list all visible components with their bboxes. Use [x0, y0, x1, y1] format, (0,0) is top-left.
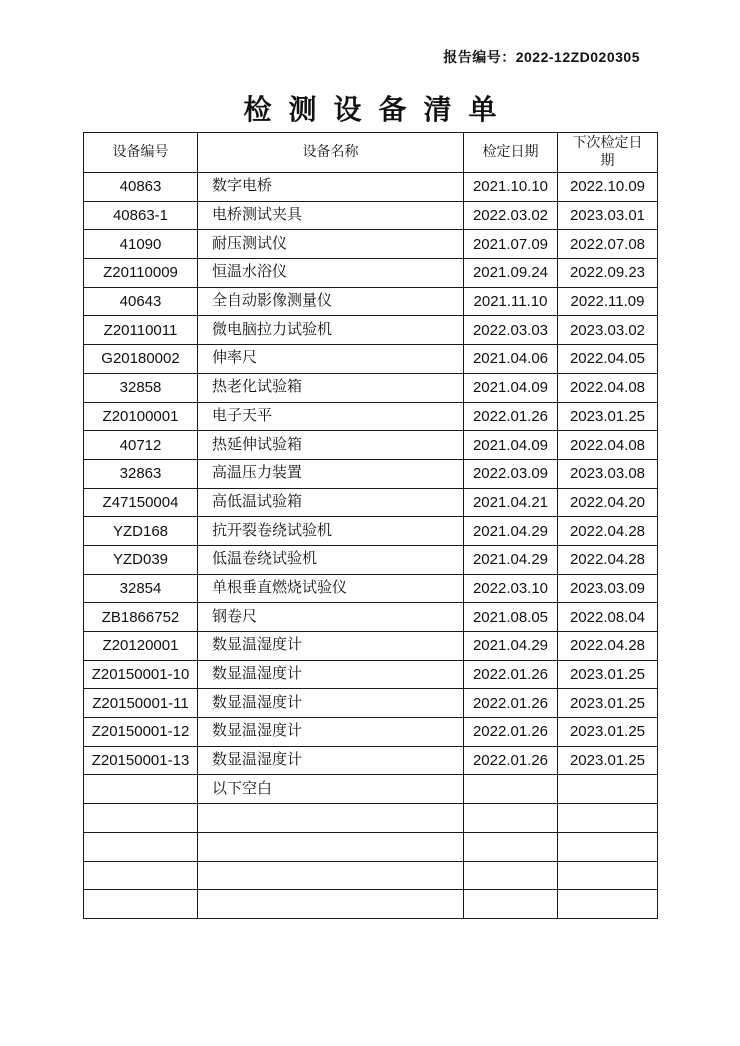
- equipment-name-cell: 高低温试验箱: [198, 488, 464, 517]
- calibration-date-cell: 2022.01.26: [464, 689, 558, 718]
- equipment-name-cell: 低温卷绕试验机: [198, 545, 464, 574]
- equipment-id-cell: Z20150001-13: [84, 746, 198, 775]
- next-calibration-date-cell: [558, 861, 658, 890]
- equipment-id-cell: Z20150001-12: [84, 718, 198, 747]
- calibration-date-cell: 2022.01.26: [464, 718, 558, 747]
- equipment-id-cell: 40712: [84, 431, 198, 460]
- equipment-name-cell: 抗开裂卷绕试验机: [198, 517, 464, 546]
- next-calibration-date-cell: 2022.04.28: [558, 632, 658, 661]
- calibration-date-cell: 2021.04.09: [464, 431, 558, 460]
- equipment-id-cell: ZB1866752: [84, 603, 198, 632]
- calibration-date-cell: 2022.01.26: [464, 402, 558, 431]
- next-calibration-date-cell: 2022.10.09: [558, 173, 658, 202]
- calibration-date-cell: 2021.04.06: [464, 345, 558, 374]
- equipment-name-cell: 热延伸试验箱: [198, 431, 464, 460]
- calibration-date-cell: 2021.04.29: [464, 545, 558, 574]
- table-row: [84, 459, 658, 488]
- equipment-id-cell: Z20120001: [84, 632, 198, 661]
- next-calibration-date-cell: [558, 890, 658, 919]
- calibration-date-cell: [464, 890, 558, 919]
- calibration-date-cell: 2022.03.10: [464, 574, 558, 603]
- table-row: [84, 230, 658, 259]
- equipment-id-cell: YZD168: [84, 517, 198, 546]
- equipment-name-cell: 全自动影像测量仪: [198, 287, 464, 316]
- table-row: [84, 746, 658, 775]
- next-calibration-date-cell: 2022.04.08: [558, 373, 658, 402]
- equipment-name-cell: [198, 890, 464, 919]
- equipment-id-cell: 32858: [84, 373, 198, 402]
- equipment-table-body: [84, 173, 658, 919]
- table-row: [84, 660, 658, 689]
- next-calibration-date-cell: [558, 775, 658, 804]
- table-row: [84, 775, 658, 804]
- equipment-name-cell: 伸率尺: [198, 345, 464, 374]
- next-calibration-date-cell: 2023.01.25: [558, 746, 658, 775]
- table-row: [84, 890, 658, 919]
- table-row: [84, 316, 658, 345]
- calibration-date-cell: 2022.03.09: [464, 459, 558, 488]
- equipment-id-cell: 41090: [84, 230, 198, 259]
- equipment-name-cell: 高温压力装置: [198, 459, 464, 488]
- equipment-id-cell: G20180002: [84, 345, 198, 374]
- calibration-date-cell: 2022.01.26: [464, 660, 558, 689]
- equipment-id-cell: [84, 832, 198, 861]
- report-number: 报告编号：2022-12ZD020305: [443, 49, 640, 65]
- table-row: [84, 402, 658, 431]
- next-calibration-date-cell: 2023.03.01: [558, 201, 658, 230]
- table-row: [84, 689, 658, 718]
- equipment-table: [83, 132, 658, 919]
- equipment-name-cell: 数显温湿度计: [198, 718, 464, 747]
- equipment-id-cell: Z20150001-10: [84, 660, 198, 689]
- calibration-date-cell: 2021.04.21: [464, 488, 558, 517]
- column-header-equipment-id: 设备编号: [84, 133, 198, 173]
- equipment-name-cell: 微电脑拉力试验机: [198, 316, 464, 345]
- page-title: 检 测 设 备 清 单: [243, 95, 502, 126]
- next-calibration-date-cell: 2022.04.20: [558, 488, 658, 517]
- calibration-date-cell: 2021.09.24: [464, 259, 558, 288]
- next-calibration-date-cell: 2023.01.25: [558, 718, 658, 747]
- next-calibration-date-cell: 2022.04.28: [558, 517, 658, 546]
- next-calibration-date-cell: 2023.03.02: [558, 316, 658, 345]
- calibration-date-cell: 2021.04.09: [464, 373, 558, 402]
- next-calibration-date-cell: 2022.04.08: [558, 431, 658, 460]
- equipment-name-cell: 热老化试验箱: [198, 373, 464, 402]
- equipment-id-cell: [84, 861, 198, 890]
- next-calibration-date-cell: 2023.03.09: [558, 574, 658, 603]
- calibration-date-cell: [464, 832, 558, 861]
- table-row: [84, 574, 658, 603]
- calibration-date-cell: 2022.03.02: [464, 201, 558, 230]
- equipment-name-cell: [198, 804, 464, 833]
- equipment-name-cell: [198, 861, 464, 890]
- calibration-date-cell: 2021.10.10: [464, 173, 558, 202]
- next-calibration-date-cell: 2022.07.08: [558, 230, 658, 259]
- next-calibration-date-cell: 2022.09.23: [558, 259, 658, 288]
- table-row: [84, 804, 658, 833]
- next-calibration-date-cell: 2023.01.25: [558, 402, 658, 431]
- equipment-id-cell: Z47150004: [84, 488, 198, 517]
- equipment-id-cell: Z20150001-11: [84, 689, 198, 718]
- equipment-id-cell: 32854: [84, 574, 198, 603]
- calibration-date-cell: 2021.04.29: [464, 632, 558, 661]
- calibration-date-cell: 2021.11.10: [464, 287, 558, 316]
- table-row: [84, 603, 658, 632]
- equipment-name-cell: 数显温湿度计: [198, 689, 464, 718]
- equipment-name-cell: 单根垂直燃烧试验仪: [198, 574, 464, 603]
- equipment-name-cell: 电桥测试夹具: [198, 201, 464, 230]
- calibration-date-cell: [464, 804, 558, 833]
- equipment-name-cell: [198, 832, 464, 861]
- table-row: [84, 832, 658, 861]
- equipment-id-cell: 32863: [84, 459, 198, 488]
- calibration-date-cell: [464, 861, 558, 890]
- equipment-id-cell: Z20100001: [84, 402, 198, 431]
- table-row: [84, 373, 658, 402]
- equipment-id-cell: YZD039: [84, 545, 198, 574]
- next-calibration-date-cell: 2023.01.25: [558, 660, 658, 689]
- equipment-name-cell: 数显温湿度计: [198, 660, 464, 689]
- equipment-name-cell: 恒温水浴仪: [198, 259, 464, 288]
- column-header-calibration-date: 检定日期: [464, 133, 558, 173]
- next-calibration-date-cell: 2022.08.04: [558, 603, 658, 632]
- table-row: [84, 517, 658, 546]
- column-header-equipment-name: 设备名称: [198, 133, 464, 173]
- table-row: [84, 861, 658, 890]
- table-row: [84, 545, 658, 574]
- equipment-name-cell: 数字电桥: [198, 173, 464, 202]
- table-row: [84, 201, 658, 230]
- table-row: [84, 488, 658, 517]
- equipment-id-cell: Z20110011: [84, 316, 198, 345]
- equipment-name-cell: 钢卷尺: [198, 603, 464, 632]
- table-row: [84, 632, 658, 661]
- equipment-name-cell: 数显温湿度计: [198, 746, 464, 775]
- equipment-id-cell: [84, 804, 198, 833]
- table-row: [84, 173, 658, 202]
- equipment-name-cell: 数显温湿度计: [198, 632, 464, 661]
- equipment-id-cell: 40863-1: [84, 201, 198, 230]
- calibration-date-cell: 2022.03.03: [464, 316, 558, 345]
- table-row: [84, 718, 658, 747]
- equipment-id-cell: [84, 775, 198, 804]
- table-row: [84, 431, 658, 460]
- next-calibration-date-cell: [558, 804, 658, 833]
- column-header-next-calibration-date: 下次检定日期: [558, 133, 658, 173]
- equipment-name-cell: 耐压测试仪: [198, 230, 464, 259]
- equipment-id-cell: [84, 890, 198, 919]
- next-calibration-date-cell: 2023.03.08: [558, 459, 658, 488]
- equipment-table-header: [84, 133, 658, 173]
- equipment-id-cell: 40643: [84, 287, 198, 316]
- equipment-id-cell: 40863: [84, 173, 198, 202]
- equipment-id-cell: Z20110009: [84, 259, 198, 288]
- table-row: [84, 345, 658, 374]
- equipment-name-cell: 电子天平: [198, 402, 464, 431]
- table-row: [84, 259, 658, 288]
- next-calibration-date-cell: 2022.04.28: [558, 545, 658, 574]
- calibration-date-cell: [464, 775, 558, 804]
- next-calibration-date-cell: 2023.01.25: [558, 689, 658, 718]
- calibration-date-cell: 2021.07.09: [464, 230, 558, 259]
- header-row: [84, 133, 658, 173]
- equipment-name-cell: 以下空白: [198, 775, 464, 804]
- next-calibration-date-cell: [558, 832, 658, 861]
- calibration-date-cell: 2021.04.29: [464, 517, 558, 546]
- calibration-date-cell: 2022.01.26: [464, 746, 558, 775]
- next-calibration-date-cell: 2022.11.09: [558, 287, 658, 316]
- table-row: [84, 287, 658, 316]
- next-calibration-date-cell: 2022.04.05: [558, 345, 658, 374]
- calibration-date-cell: 2021.08.05: [464, 603, 558, 632]
